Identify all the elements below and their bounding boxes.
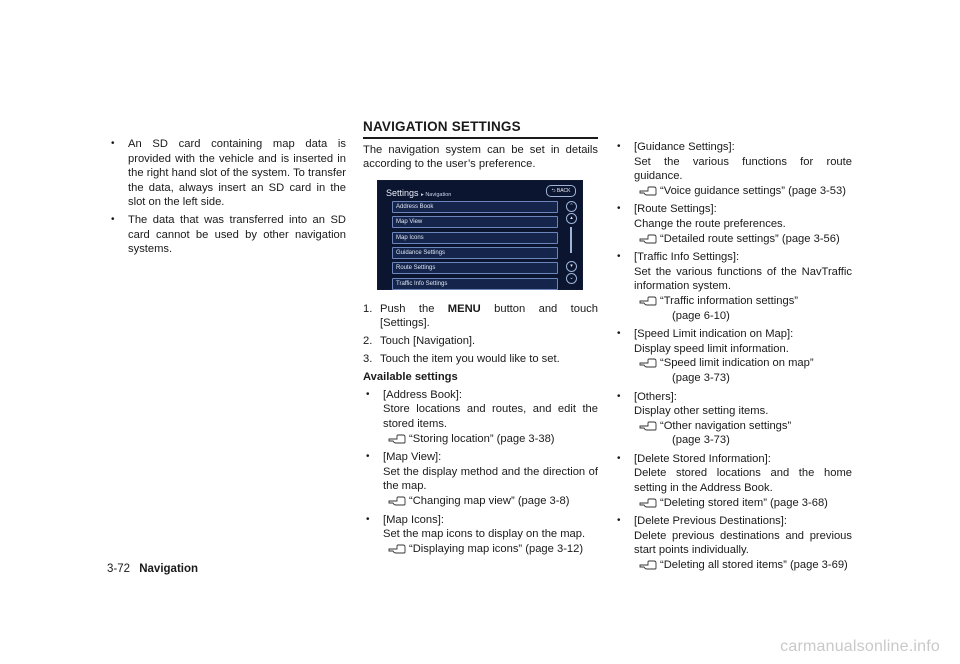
page-reference: “Speed limit indication on map” (page 3-73) [614, 356, 852, 385]
screen-menu-item: Map View [392, 216, 558, 228]
back-button: ⮌ BACK [546, 185, 576, 197]
page-reference: “Detailed route settings” (page 3-56) [614, 232, 852, 247]
left-column [108, 137, 346, 260]
setting-item: • [Address Book]: Store locations and routes, and edit the stored items. “Storing location” (page 3-38) [363, 388, 598, 446]
screen-menu-list [392, 201, 558, 293]
screen-menu-item: Guidance Settings [392, 247, 558, 259]
page-reference: “Other navigation settings” (page 3-73) [614, 419, 852, 448]
setting-item: • [Guidance Settings]: Set the various functions for route guidance. “Voice guidance settings” (page 3-53) [614, 140, 852, 198]
page-reference: “Voice guidance settings” (page 3-53) [614, 184, 852, 199]
page-reference: “Displaying map icons” (page 3-12) [363, 542, 598, 557]
pointing-hand-icon [388, 495, 406, 507]
screen-breadcrumb: ▸ Navigation [421, 191, 452, 198]
step-item: 2. Touch [Navigation]. [363, 334, 476, 347]
setting-item: • [Route Settings]: Change the route preferences. “Detailed route settings” (page 3-56) [614, 202, 852, 246]
page-number: 3-72 [107, 563, 131, 575]
scroll-up-icon: ▴ [566, 213, 577, 224]
screen-menu-item: Route Settings [392, 262, 558, 274]
pointing-hand-icon [639, 420, 657, 432]
intro-text: The navigation system can be set in details according to the user’s preference. [363, 143, 598, 171]
steps-list [363, 302, 598, 366]
page-reference: “Deleting stored item” (page 3-68) [614, 496, 852, 511]
step-item: 1. Push the MENU button and touch [Settings]. [363, 302, 598, 330]
setting-item: • [Speed Limit indication on Map]: Display speed limit information. “Speed limit indication on map” (page 3-73) [614, 327, 852, 385]
page-reference: “Storing location” (page 3-38) [363, 432, 598, 447]
screen-menu-item: Traffic Info Settings [392, 278, 558, 290]
watermark: carmanualsonline.info [780, 638, 940, 655]
setting-item: • [Map View]: Set the display method and the direction of the map. “Changing map view” (page 3-8) [363, 450, 598, 508]
page-up-icon: ⌃ [566, 201, 577, 212]
pointing-hand-icon [639, 295, 657, 307]
setting-item: • [Delete Previous Destinations]: Delete previous destinations and previous start points individually. “Deleting all stored items” (page 3-69) [614, 514, 852, 572]
section-heading: NAVIGATION SETTINGS [363, 120, 598, 139]
page-reference: “Deleting all stored items” (page 3-69) [614, 558, 852, 573]
note-bullet: • An SD card containing map data is provided with the vehicle and is inserted in the right hand slot of the system. To transfer the data, always insert an SD card in the slot on the left side. [108, 137, 346, 210]
pointing-hand-icon [639, 497, 657, 509]
page-down-icon: ⌄ [566, 273, 577, 284]
scroll-down-icon: ▾ [566, 261, 577, 272]
step-item: 3. Touch the item you would like to set. [363, 352, 560, 365]
screen-title: Settings ▸ Navigation [386, 187, 452, 198]
menu-key: MENU [447, 302, 481, 315]
pointing-hand-icon [639, 559, 657, 571]
setting-item: • [Others]: Display other setting items. “Other navigation settings” (page 3-73) [614, 390, 852, 448]
scroll-track [570, 227, 572, 253]
chapter-name: Navigation [139, 563, 199, 575]
middle-column [363, 120, 598, 560]
subheading: Available settings [363, 371, 458, 384]
pointing-hand-icon [388, 543, 406, 555]
pointing-hand-icon [388, 433, 406, 445]
pointing-hand-icon [639, 233, 657, 245]
screen-menu-item: Map Icons [392, 232, 558, 244]
setting-item: • [Map Icons]: Set the map icons to display on the map. “Displaying map icons” (page 3-12) [363, 513, 598, 557]
screen-menu-item: Address Book [392, 201, 558, 213]
page-reference: “Changing map view” (page 3-8) [363, 494, 598, 509]
pointing-hand-icon [639, 357, 657, 369]
page-footer [107, 563, 198, 575]
page-reference: “Traffic information settings” (page 6-10) [614, 294, 852, 323]
right-column [614, 140, 852, 577]
settings-screenshot [377, 180, 583, 290]
pointing-hand-icon [639, 185, 657, 197]
setting-item: • [Traffic Info Settings]: Set the various functions of the NavTraffic information system. “Traffic information settings” (page 6-10) [614, 250, 852, 323]
screen-scrollbar [566, 201, 576, 283]
note-bullet: • The data that was transferred into an SD card cannot be used by other navigation systems. [108, 213, 346, 257]
setting-item: • [Delete Stored Information]: Delete stored locations and the home setting in the Address Book. “Deleting stored item” (page 3-68) [614, 452, 852, 510]
